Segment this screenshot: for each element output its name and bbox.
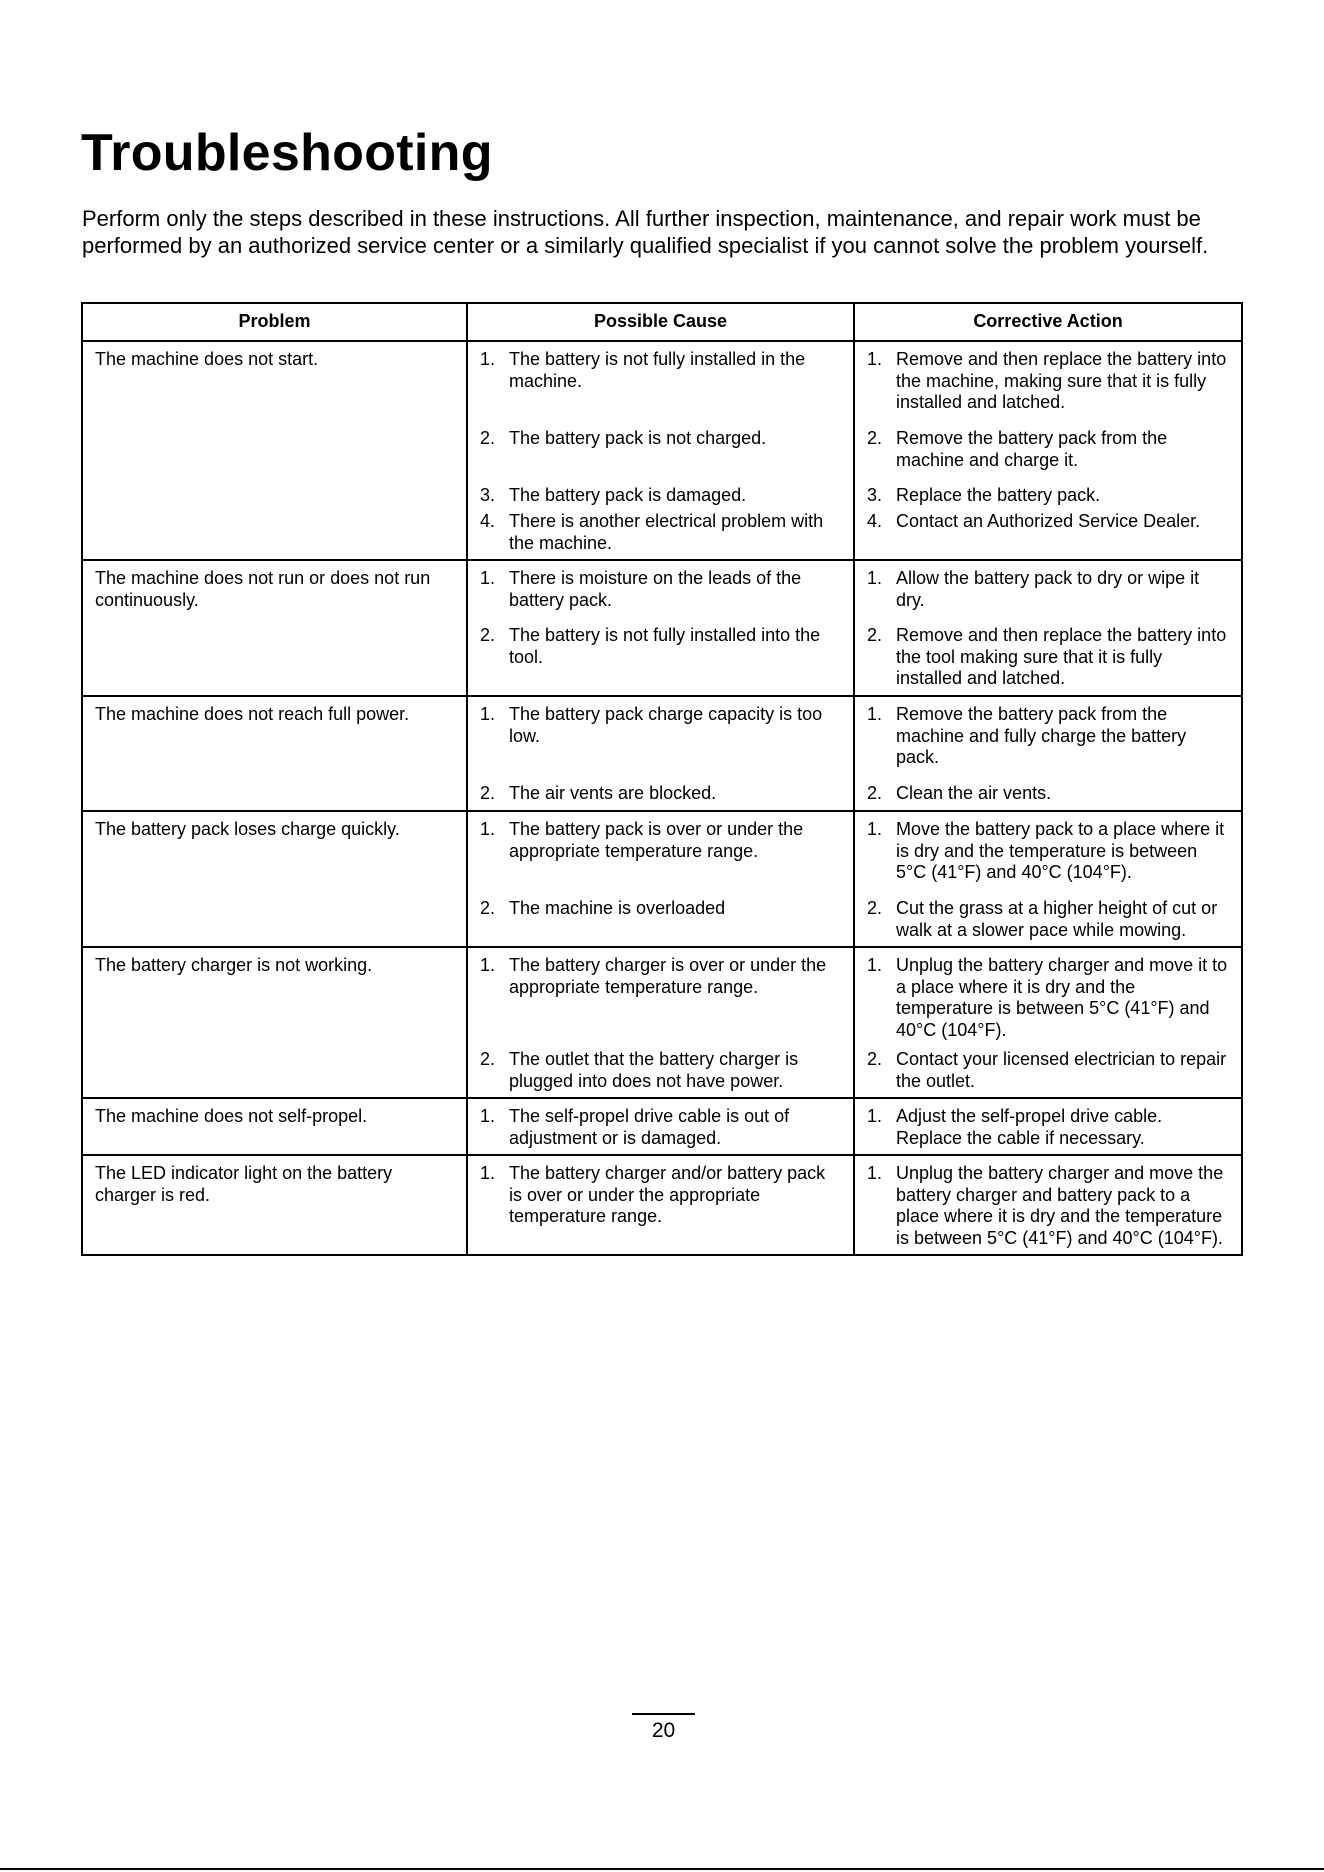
table-row xyxy=(82,947,1242,1098)
action-item xyxy=(867,485,1231,507)
cause-list xyxy=(480,819,843,941)
action-text: Contact your licensed electrician to repair the outlet. xyxy=(896,1049,1227,1091)
action-list xyxy=(867,704,1231,805)
action-text: Adjust the self-propel drive cable. Replace the cable if necessary. xyxy=(896,1106,1163,1148)
cause-item xyxy=(480,1049,843,1092)
item-number: 2. xyxy=(867,625,883,645)
action-item xyxy=(867,625,1231,690)
cause-text: The battery charger is over or under the appropriate temperature range. xyxy=(509,955,827,997)
cause-item xyxy=(480,485,843,507)
item-number: 1. xyxy=(867,955,883,975)
page-title: Troubleshooting xyxy=(81,124,493,182)
table-row xyxy=(82,811,1242,947)
page-number: 20 xyxy=(651,1719,676,1742)
item-number: 2. xyxy=(480,783,496,803)
corrective-action-cell xyxy=(854,1155,1242,1255)
action-item xyxy=(867,955,1231,1041)
item-number: 1. xyxy=(867,568,883,588)
cause-item xyxy=(480,625,843,690)
cause-item xyxy=(480,1106,843,1149)
action-item xyxy=(867,898,1231,941)
item-number: 1. xyxy=(867,1106,883,1126)
item-number: 1. xyxy=(867,1163,883,1183)
action-item xyxy=(867,1106,1231,1149)
corrective-action-cell xyxy=(854,696,1242,811)
action-list xyxy=(867,819,1231,941)
cause-text: The outlet that the battery charger is plugged into does not have power. xyxy=(509,1049,799,1091)
cause-item xyxy=(480,783,843,805)
problem-cell: The machine does not self-propel. xyxy=(82,1098,467,1155)
table-row xyxy=(82,696,1242,811)
possible-cause-cell xyxy=(467,341,854,560)
table-body xyxy=(82,341,1242,1255)
cause-text: The battery pack is not charged. xyxy=(509,428,767,448)
item-number: 1. xyxy=(480,568,496,588)
item-number: 2. xyxy=(867,1049,883,1069)
cause-text: The air vents are blocked. xyxy=(509,783,717,803)
cause-item xyxy=(480,349,843,414)
item-number: 2. xyxy=(867,428,883,448)
item-number: 1. xyxy=(480,704,496,724)
item-number: 1. xyxy=(867,349,883,369)
troubleshooting-table xyxy=(81,302,1243,1256)
cause-list xyxy=(480,1106,843,1149)
action-list xyxy=(867,1163,1231,1249)
cause-item xyxy=(480,568,843,611)
item-number: 4. xyxy=(867,511,883,531)
action-item xyxy=(867,349,1231,414)
possible-cause-cell xyxy=(467,560,854,696)
cause-item xyxy=(480,819,843,884)
action-text: Remove and then replace the battery into the machine, making sure that it is fully installed and latched. xyxy=(896,349,1227,412)
action-item xyxy=(867,568,1231,611)
item-number: 1. xyxy=(480,955,496,975)
action-text: Remove and then replace the battery into the tool making sure that it is fully installed and latched. xyxy=(896,625,1227,688)
item-number: 4. xyxy=(480,511,496,531)
problem-cell: The battery charger is not working. xyxy=(82,947,467,1098)
cause-text: The battery pack is damaged. xyxy=(509,485,747,505)
cause-item xyxy=(480,955,843,1041)
corrective-action-cell xyxy=(854,947,1242,1098)
page-bottom-border xyxy=(0,1868,1324,1870)
problem-cell: The machine does not start. xyxy=(82,341,467,560)
item-number: 1. xyxy=(480,1163,496,1183)
action-item xyxy=(867,783,1231,805)
item-number: 1. xyxy=(867,704,883,724)
table-row xyxy=(82,1155,1242,1255)
column-header-corrective-action: Corrective Action xyxy=(854,303,1242,341)
item-number: 2. xyxy=(480,898,496,918)
problem-cell: The LED indicator light on the battery charger is red. xyxy=(82,1155,467,1255)
cause-list xyxy=(480,955,843,1092)
item-number: 2. xyxy=(480,625,496,645)
action-list xyxy=(867,349,1231,554)
item-number: 1. xyxy=(480,819,496,839)
possible-cause-cell xyxy=(467,696,854,811)
column-header-possible-cause: Possible Cause xyxy=(467,303,854,341)
cause-text: The battery pack charge capacity is too low. xyxy=(509,704,823,746)
action-text: Remove the battery pack from the machine and fully charge the battery pack. xyxy=(896,704,1187,767)
item-number: 1. xyxy=(867,819,883,839)
cause-item xyxy=(480,704,843,769)
possible-cause-cell xyxy=(467,1098,854,1155)
action-text: Contact an Authorized Service Dealer. xyxy=(896,511,1201,531)
cause-text: The machine is overloaded xyxy=(509,898,726,918)
possible-cause-cell xyxy=(467,1155,854,1255)
cause-text: There is moisture on the leads of the battery pack. xyxy=(509,568,802,610)
item-number: 2. xyxy=(480,428,496,448)
cause-text: The self-propel drive cable is out of adjustment or is damaged. xyxy=(509,1106,790,1148)
action-text: Replace the battery pack. xyxy=(896,485,1101,505)
cause-item xyxy=(480,1163,843,1249)
item-number: 2. xyxy=(867,783,883,803)
action-text: Unplug the battery charger and move the battery charger and battery pack to a place where it is dry and the temperature is between 5°C (41°F) and 40°C (104°F). xyxy=(896,1163,1224,1248)
cause-list xyxy=(480,568,843,690)
corrective-action-cell xyxy=(854,560,1242,696)
action-text: Remove the battery pack from the machine and charge it. xyxy=(896,428,1168,470)
corrective-action-cell xyxy=(854,811,1242,947)
item-number: 3. xyxy=(480,485,496,505)
action-item xyxy=(867,511,1231,554)
intro-paragraph: Perform only the steps described in these instructions. All further inspection, maintenance, and repair work must be performed by an authorized service center or a similarly qualified specialist if you cannot solve the problem yourself. xyxy=(82,206,1209,258)
cause-text: There is another electrical problem with the machine. xyxy=(509,511,824,553)
item-number: 3. xyxy=(867,485,883,505)
table-row xyxy=(82,341,1242,560)
column-header-problem: Problem xyxy=(82,303,467,341)
action-item xyxy=(867,1163,1231,1249)
footer-rule xyxy=(632,1713,695,1715)
cause-text: The battery is not fully installed into the tool. xyxy=(509,625,821,667)
action-list xyxy=(867,568,1231,690)
possible-cause-cell xyxy=(467,947,854,1098)
corrective-action-cell xyxy=(854,1098,1242,1155)
action-text: Clean the air vents. xyxy=(896,783,1052,803)
action-text: Cut the grass at a higher height of cut or walk at a slower pace while mowing. xyxy=(896,898,1218,940)
action-item xyxy=(867,704,1231,769)
table-header-row xyxy=(82,303,1242,341)
action-text: Allow the battery pack to dry or wipe it dry. xyxy=(896,568,1200,610)
possible-cause-cell xyxy=(467,811,854,947)
cause-text: The battery charger and/or battery pack is over or under the appropriate temperature range. xyxy=(509,1163,826,1226)
cause-item xyxy=(480,428,843,471)
cause-item xyxy=(480,898,843,941)
action-item xyxy=(867,819,1231,884)
cause-list xyxy=(480,704,843,805)
corrective-action-cell xyxy=(854,341,1242,560)
item-number: 2. xyxy=(867,898,883,918)
problem-cell: The battery pack loses charge quickly. xyxy=(82,811,467,947)
action-item xyxy=(867,1049,1231,1092)
cause-text: The battery pack is over or under the appropriate temperature range. xyxy=(509,819,804,861)
table-row xyxy=(82,1098,1242,1155)
cause-text: The battery is not fully installed in the machine. xyxy=(509,349,806,391)
cause-list xyxy=(480,1163,843,1249)
item-number: 2. xyxy=(480,1049,496,1069)
action-item xyxy=(867,428,1231,471)
cause-list xyxy=(480,349,843,554)
action-list xyxy=(867,955,1231,1092)
problem-cell: The machine does not reach full power. xyxy=(82,696,467,811)
action-text: Unplug the battery charger and move it to a place where it is dry and the temperature is between 5°C (41°F) and 40°C (104°F). xyxy=(896,955,1228,1040)
problem-cell: The machine does not run or does not run continuously. xyxy=(82,560,467,696)
cause-item xyxy=(480,511,843,554)
item-number: 1. xyxy=(480,1106,496,1126)
table-row xyxy=(82,560,1242,696)
item-number: 1. xyxy=(480,349,496,369)
action-text: Move the battery pack to a place where it is dry and the temperature is between 5°C (41°F) and 40°C (104°F). xyxy=(896,819,1225,882)
action-list xyxy=(867,1106,1231,1149)
